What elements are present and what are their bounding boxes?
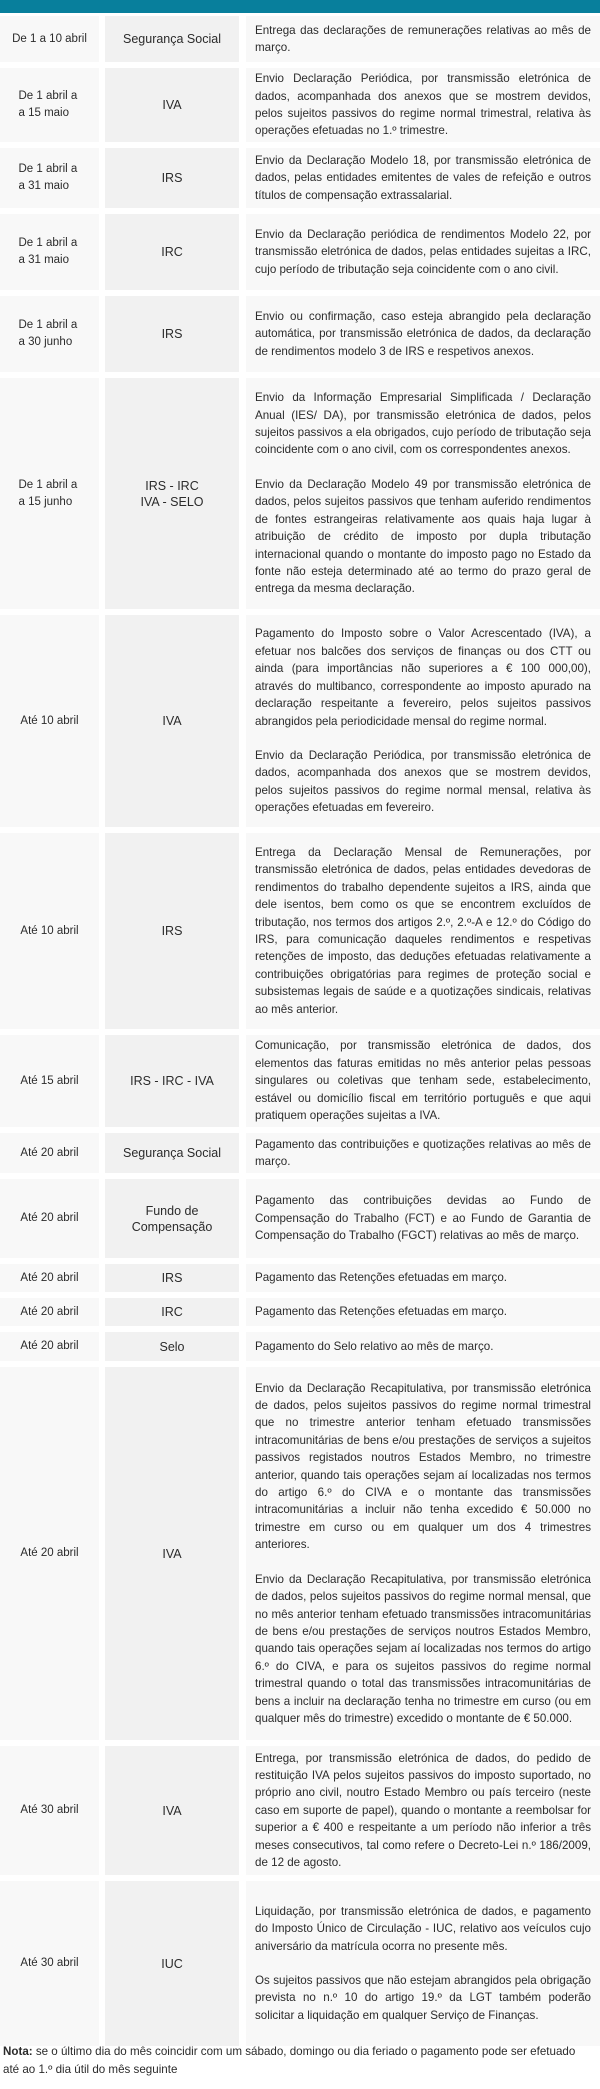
period-cell [0, 1133, 99, 1173]
description-cell [246, 615, 600, 827]
tax-text: IRS [161, 171, 183, 185]
table-row [0, 68, 600, 142]
tax-cell [105, 1332, 239, 1361]
tax-text: IVA [162, 1803, 182, 1818]
tax-cell [105, 214, 239, 290]
table-row [0, 615, 600, 827]
period-cell [0, 378, 99, 609]
period-text: Até 30 abril [20, 1957, 79, 1969]
table-row [0, 1133, 600, 1173]
table-row [0, 148, 600, 208]
tax-text: IRS [161, 327, 183, 341]
table-row [0, 833, 600, 1029]
period-text: De 1 a 10 abril [12, 32, 87, 45]
description-text: Pagamento do Imposto sobre o Valor Acrescentado (IVA), a efetuar nos balcões dos serviços de finanças ou dos CTT ou ainda (para importâncias não superiores a € 100 000,00), através do multibanco, correspondente ao imposto apurado na declaração respeitante a fevereiro, pelos sujeitos passivos abrangidos pela periodicidade mensal do regime normal. [255, 627, 591, 728]
table-row [0, 1179, 600, 1258]
description-text: Entrega das declarações de remunerações relativas ao mês de março. [255, 23, 591, 54]
period-cell [0, 1746, 99, 1875]
tax-cell [105, 1298, 239, 1326]
period-text: De 1 abril a a 31 maio [18, 237, 78, 266]
description-cell [246, 1332, 600, 1361]
period-cell [0, 1332, 99, 1361]
tax-cell [105, 1179, 239, 1258]
period-cell [0, 1367, 99, 1740]
tax-text: Fundo de Compensação [131, 1203, 213, 1234]
period-text: Até 20 abril [20, 1340, 79, 1352]
description-text: Envio da Declaração periódica de rendimentos Modelo 22, por transmissão eletrónica de dados, pelas entidades sujeitas a IRC, cujo período de tributação seja coincidente com o ano civil. [255, 227, 591, 276]
period-text: De 1 abril a a 30 junho [18, 319, 78, 348]
description-cell [246, 1298, 600, 1326]
description-text: Envio da Declaração Recapitulativa, por transmissão eletrónica de dados, pelos sujeitos passivos do regime normal trimestral que no trimestre anterior tenham efetuado transmissões intracomunitárias de bens e/ou prestações de serviços a sujeitos passivos registados noutros Estados Membro, no trimestre anterior, quando tais operações sejam aí localizadas nos termos do artigo 6.º do CIVA e o montante das transmissões intracomunitárias a incluir não tenha excedido € 50.000 no trimestre em curso ou em qualquer um dos 4 trimestres anteriores. [255, 1381, 591, 1552]
description-cell [246, 1035, 600, 1127]
description-text: Os sujeitos passivos que não estejam abrangidos pela obrigação prevista no n.º 10 do artigo 19.º da LGT também poderão solicitar a liquidação em qualquer Serviço de Finanças. [255, 1974, 591, 2022]
period-cell [0, 16, 99, 62]
description-text: Comunicação, por transmissão eletrónica de dados, dos elementos das faturas emitidas no mês anterior pelas pessoas singulares ou coletivas que tenham sede, estabelecimento, estável ou domicílio fiscal em território português e que aqui pratiquem operações sujeitas a IVA. [255, 1039, 591, 1123]
tax-cell [105, 615, 239, 827]
description-cell [246, 148, 600, 208]
period-text: De 1 abril a a 15 maio [18, 90, 78, 119]
tax-cell [105, 1264, 239, 1292]
tax-text: IVA [162, 714, 182, 728]
tax-cell [105, 833, 239, 1029]
description-text: Pagamento das contribuições e quotizações relativas ao mês de março. [255, 1137, 591, 1168]
description-text: Envio da Declaração Recapitulativa, por transmissão eletrónica de dados, pelos sujeitos passivos do regime normal mensal, que no mês anterior tenham efetuado transmissões intracomunitárias de bens e/ou prestações de serviços noutros Estados Membro, quando tais operações sejam aí localizadas nos termos do artigo 6.º do CIVA, e para os sujeitos passivos do regime normal trimestral quando o total das transmissões intracomunitárias de bens a incluir na declaração tenha no trimestre em curso (ou em qualquer mês do trimestre) excedido o montante de € 50.000. [255, 1572, 591, 1725]
tax-cell [105, 1035, 239, 1127]
footnote [3, 2043, 593, 2079]
description-cell [246, 214, 600, 290]
period-text: Até 20 abril [20, 1547, 79, 1559]
period-text: Até 20 abril [20, 1212, 79, 1224]
period-cell [0, 296, 99, 372]
period-cell [0, 214, 99, 290]
description-cell [246, 1133, 600, 1173]
tax-text: IRS - IRC IVA - SELO [140, 478, 204, 509]
description-text: Pagamento do Selo relativo ao mês de março. [255, 1339, 494, 1353]
footnote-label: Nota: [3, 2045, 33, 2058]
tax-text: IUC [161, 1956, 183, 1971]
table-row [0, 214, 600, 290]
period-text: Até 10 abril [20, 714, 79, 727]
period-text: Até 15 abril [20, 1074, 79, 1087]
description-cell [246, 296, 600, 372]
description-cell [246, 378, 600, 609]
tax-cell [105, 1367, 239, 1740]
table-row [0, 1035, 600, 1127]
table-row [0, 16, 600, 62]
table-row [0, 1332, 600, 1361]
tax-text: IVA [162, 98, 182, 112]
period-text: Até 30 abril [20, 1804, 79, 1816]
table-row [0, 296, 600, 372]
tax-text: IVA [162, 1546, 182, 1561]
period-cell [0, 1035, 99, 1127]
description-text: Envio da Declaração Periódica, por transmissão eletrónica de dados, acompanhada dos anexos que se mostrem devidos, pelos sujeitos passivos do regime normal mensal, relativa às operações efetuadas em fevereiro. [255, 748, 591, 815]
tax-text: IRS [161, 1271, 183, 1285]
period-text: Até 20 abril [20, 1271, 79, 1284]
description-text: Pagamento das Retenções efetuadas em março. [255, 1305, 507, 1319]
description-cell [246, 1367, 600, 1740]
period-cell [0, 1298, 99, 1326]
tax-cell [105, 296, 239, 372]
description-text: Envio Declaração Periódica, por transmissão eletrónica de dados, acompanhada dos anexos que se mostrem devidos, pelos sujeitos passivos do regime normal trimestral, relativa às operações efetuadas no 1.º trimestre. [255, 72, 591, 138]
tax-text: Selo [159, 1339, 185, 1354]
period-text: De 1 abril a a 15 junho [18, 478, 78, 508]
period-cell [0, 1264, 99, 1292]
period-text: Até 10 abril [20, 924, 79, 937]
tax-cell [105, 68, 239, 142]
tax-cell [105, 1881, 239, 2046]
tax-cell [105, 378, 239, 609]
period-cell [0, 615, 99, 827]
tax-cell [105, 16, 239, 62]
table-row [0, 378, 600, 609]
description-cell [246, 68, 600, 142]
description-text: Entrega, por transmissão eletrónica de dados, do pedido de restituição IVA pelos sujeitos passivos do imposto suportado, no próprio ano civil, noutro Estado Membro ou país terceiro (neste caso em suporte de papel), quando o montante a reembolsar for superior a € 400 e respeitante a um período não inferior a três meses consecutivos, tal como refere o Decreto-Lei n.º 186/2009, de 12 de agosto. [255, 1751, 591, 1870]
period-cell [0, 1881, 99, 2046]
tax-cell [105, 148, 239, 208]
period-cell [0, 1179, 99, 1258]
tax-cell [105, 1133, 239, 1173]
tax-text: IRS - IRC - IVA [130, 1074, 214, 1088]
description-cell [246, 1264, 600, 1292]
description-cell [246, 1179, 600, 1258]
period-cell [0, 148, 99, 208]
description-cell [246, 833, 600, 1029]
table-row [0, 1298, 600, 1326]
description-text: Liquidação, por transmissão eletrónica de dados, e pagamento do Imposto Único de Circulação - IUC, relativo aos veículos cujo aniversário da matrícula ocorra no presente mês. [255, 1904, 591, 1953]
period-cell [0, 833, 99, 1029]
tax-text: Segurança Social [123, 1146, 221, 1160]
tax-text: IRS [161, 924, 183, 938]
description-text: Pagamento das contribuições devidas ao Fundo de Compensação do Trabalho (FCT) e ao Fundo de Garantia de Compensação do Trabalho (FGCT) relativas ao mês de março. [255, 1194, 591, 1243]
description-cell [246, 1881, 600, 2046]
tax-text: IRC [161, 245, 183, 259]
description-text: Entrega da Declaração Mensal de Remunerações, por transmissão eletrónica de dados, pelas entidades devedoras de rendimentos do trabalho dependente sujeitos a IRS, ainda que dele isentos, bem como os que se encontrem excluídos de tributação, nos termos dos artigos 2.º, 2.º-A e 12.º do Código do IRS, para comunicação daqueles rendimentos e respetivas retenções de imposto, das deduções efetuadas relativamente a contribuições obrigatórias para regimes de proteção social e subsistemas legais de saúde e a quotizações sindicais, relativas ao mês anterior. [255, 845, 591, 1016]
period-cell [0, 68, 99, 142]
footnote-text: se o último dia do mês coincidir com um sábado, domingo ou dia feriado o pagamento pode ser efetuado até ao 1.º dia útil do mês seguinte [3, 2045, 576, 2076]
tax-cell [105, 1746, 239, 1875]
description-text: Envio da Informação Empresarial Simplificada / Declaração Anual (IES/ DA), por transmissão eletrónica de dados, pelos sujeitos passivos a ela obrigados, cujo período de tributação seja coincidente com o ano civil, com os correspondentes anexos. [255, 391, 591, 457]
table-row [0, 1746, 600, 1875]
tax-text: Segurança Social [123, 32, 221, 46]
description-cell [246, 1746, 600, 1875]
description-text: Envio da Declaração Modelo 49 por transmissão eletrónica de dados, pelos sujeitos passivos que tenham auferido rendimentos de fontes estrangeiras relativamente aos quais haja lugar à atribuição de crédito de imposto por dupla tributação internacional quando o montante do imposto pago no Estado da fonte não esteja determinado até ao termo do prazo geral de entrega da mesma declaração. [255, 477, 591, 596]
period-text: Até 20 abril [20, 1305, 79, 1318]
description-text: Envio ou confirmação, caso esteja abrangido pela declaração automática, por transmissão eletrónica de dados, da declaração de rendimentos modelo 3 de IRS e respetivos anexos. [255, 309, 591, 358]
description-cell [246, 16, 600, 62]
table-row [0, 1367, 600, 1740]
period-text: De 1 abril a a 31 maio [18, 163, 78, 192]
period-text: Até 20 abril [20, 1146, 79, 1159]
table-row [0, 1881, 600, 2046]
tax-text: IRC [161, 1305, 183, 1319]
table-row [0, 1264, 600, 1292]
description-text: Envio da Declaração Modelo 18, por transmissão eletrónica de dados, pelas entidades emitentes de vales de refeição e outros títulos de compensação extrassalarial. [255, 153, 591, 202]
tax-calendar-table [0, 16, 600, 2052]
description-text: Pagamento das Retenções efetuadas em março. [255, 1271, 507, 1285]
header-bar [0, 0, 600, 13]
